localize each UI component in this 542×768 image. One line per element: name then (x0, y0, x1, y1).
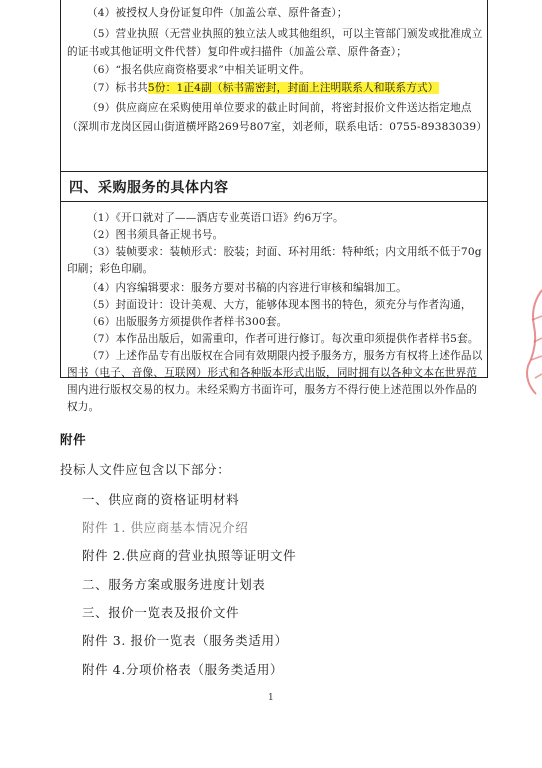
table-line: （6）出版服务方须提供作者样书300套。 (87, 316, 288, 328)
table-line: （4）内容编辑要求：服务方要对书稿的内容进行审核和编辑加工。 (87, 282, 407, 294)
table-line: （7）本作品出版后，如需重印，作者可进行修订。每次重印须提供作者样书5套。 (87, 333, 479, 345)
table-line: （7）上述作品专有出版权在合同有效期限内授予服务方，服务方有权将上述作品以 (87, 350, 483, 362)
table-line: 印刷；彩色印刷。 (67, 263, 154, 275)
bid-count-label: （7）标书共 (87, 82, 148, 94)
section-title: 四、采购服务的具体内容 (69, 180, 229, 196)
table-row-service-content (61, 201, 487, 413)
attachment-list-item: 附件 4.分项价格表（服务类适用） (82, 662, 284, 677)
table-line: （9）供应商应在采购使用单位要求的截止时间前，将密封报价文件送达指定地点 (87, 102, 472, 114)
attachments-intro: 投标人文件应包含以下部分： (60, 462, 231, 477)
page-number: 1 (268, 693, 274, 703)
highlighted-text: 5份：1正4副（标书需密封，封面上注明联系人和联系方式） (147, 82, 439, 94)
table-line: 图书（电子、音像、互联网）形式和各种版本形式出版，同时拥有以各种文本在世界范 (67, 367, 478, 379)
attachment-list-item: 三、报价一览表及报价文件 (82, 605, 240, 620)
attachment-list-item: 二、服务方案或服务进度计划表 (82, 577, 266, 592)
table-line: （5）营业执照（无营业执照的独立法人或其他组织，可以主管部门颁发或批准成立 (87, 28, 483, 40)
attachments-heading: 附件 (60, 432, 87, 447)
table-row-qualification-docs (61, 0, 487, 172)
table-line: （3）装帧要求：装帧形式：胶装；封面、环衬用纸：特种纸；内文用纸不低于70g (87, 246, 482, 258)
attachment-list-item: 附件 2.供应商的营业执照等证明文件 (82, 548, 297, 563)
table-line: （4）被授权人身份证复印件（加盖公章、原件备查）； (87, 7, 348, 19)
attachment-list-item: 附件 3. 报价一览表（服务类适用） (82, 633, 288, 648)
table-line: （2）图书须具备正规书号。 (87, 229, 224, 241)
table-line: （深圳市龙岗区园山街道横坪路269号807室，刘老师，联系电话：0755-89383039） (67, 121, 488, 133)
table-line-bid-count (87, 81, 439, 95)
table-row-section-title (61, 171, 487, 202)
table-line: 围内进行版权交易的权力。未经采购方书面许可，服务方不得行使上述范围以外作品的 (67, 384, 478, 396)
table-line: 权力。 (67, 401, 100, 413)
attachment-list-item: 附件 1. 供应商基本情况介绍 (82, 520, 249, 535)
table-line: （1）《开口就对了——酒店专业英语口语》约6万字。 (87, 212, 344, 224)
table-line: （5）封面设计：设计美观、大方，能够体现本图书的特色，须充分与作者沟通， (87, 299, 472, 311)
table-line: 的证书或其他证明文件代替）复印件或扫描件（加盖公章、原件备查）； (67, 46, 408, 58)
requirements-table (60, 0, 488, 413)
seal-stamp-fragment (522, 286, 542, 396)
attachment-list-item: 一、供应商的资格证明材料 (82, 492, 240, 507)
table-line: （6）“报名供应商资格要求”中相关证明文件。 (87, 64, 311, 76)
